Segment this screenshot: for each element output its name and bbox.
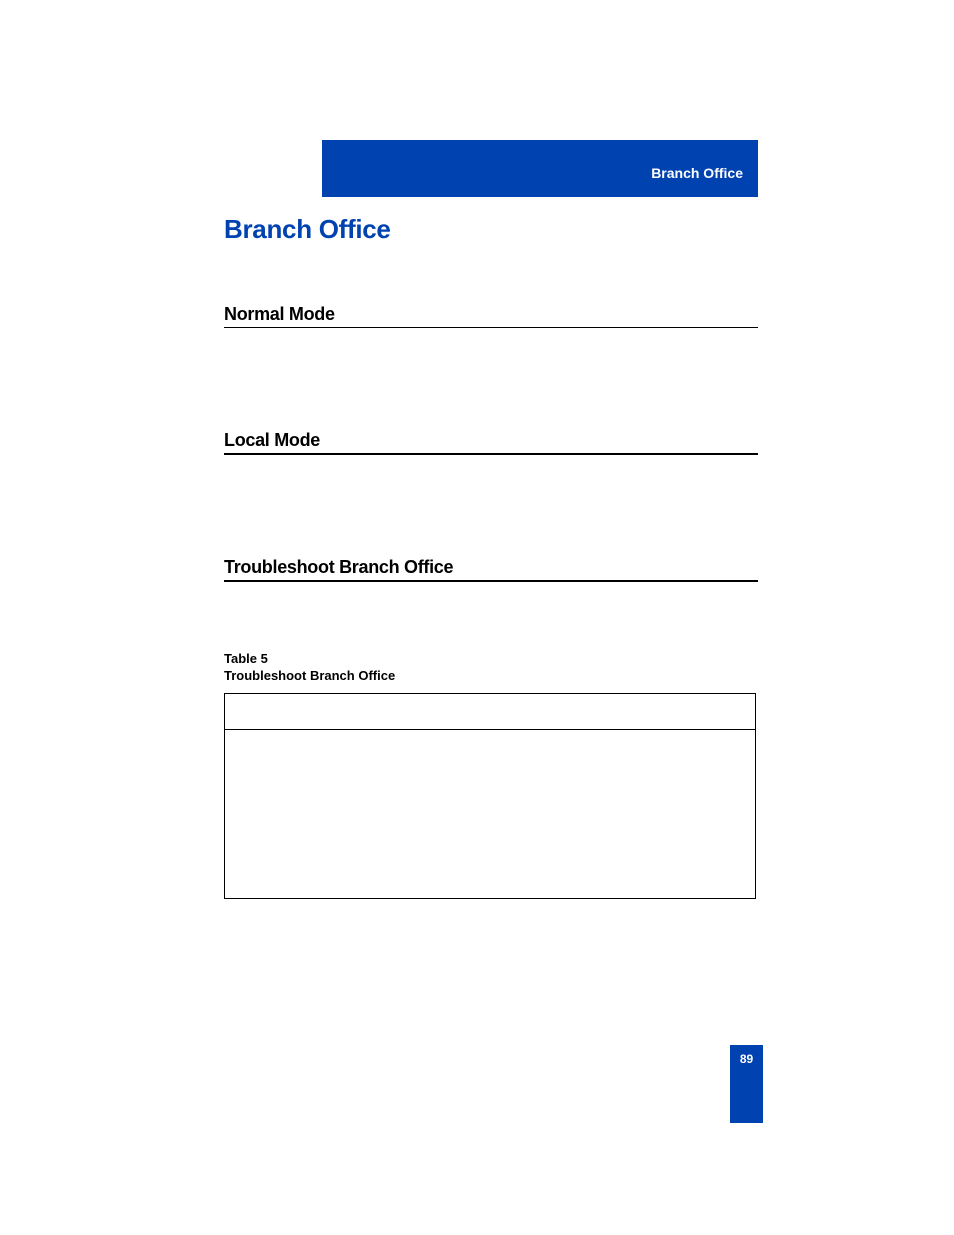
page-number-tab	[730, 1045, 763, 1123]
table-header-row	[225, 694, 755, 730]
table-caption	[224, 650, 395, 684]
running-header-band	[322, 140, 758, 197]
troubleshoot-table	[224, 693, 756, 899]
section-heading-troubleshoot: Troubleshoot Branch Office	[224, 557, 758, 582]
table-number-label: Table 5	[224, 651, 268, 666]
section-heading-normal-mode: Normal Mode	[224, 304, 758, 328]
section-heading-local-mode: Local Mode	[224, 430, 758, 455]
chapter-title: Branch Office	[224, 214, 391, 244]
page-number: 89	[739, 1052, 754, 1066]
table-caption-title: Troubleshoot Branch Office	[224, 668, 396, 683]
table-body-row	[225, 730, 755, 898]
running-header-title: Branch Office	[651, 165, 743, 181]
